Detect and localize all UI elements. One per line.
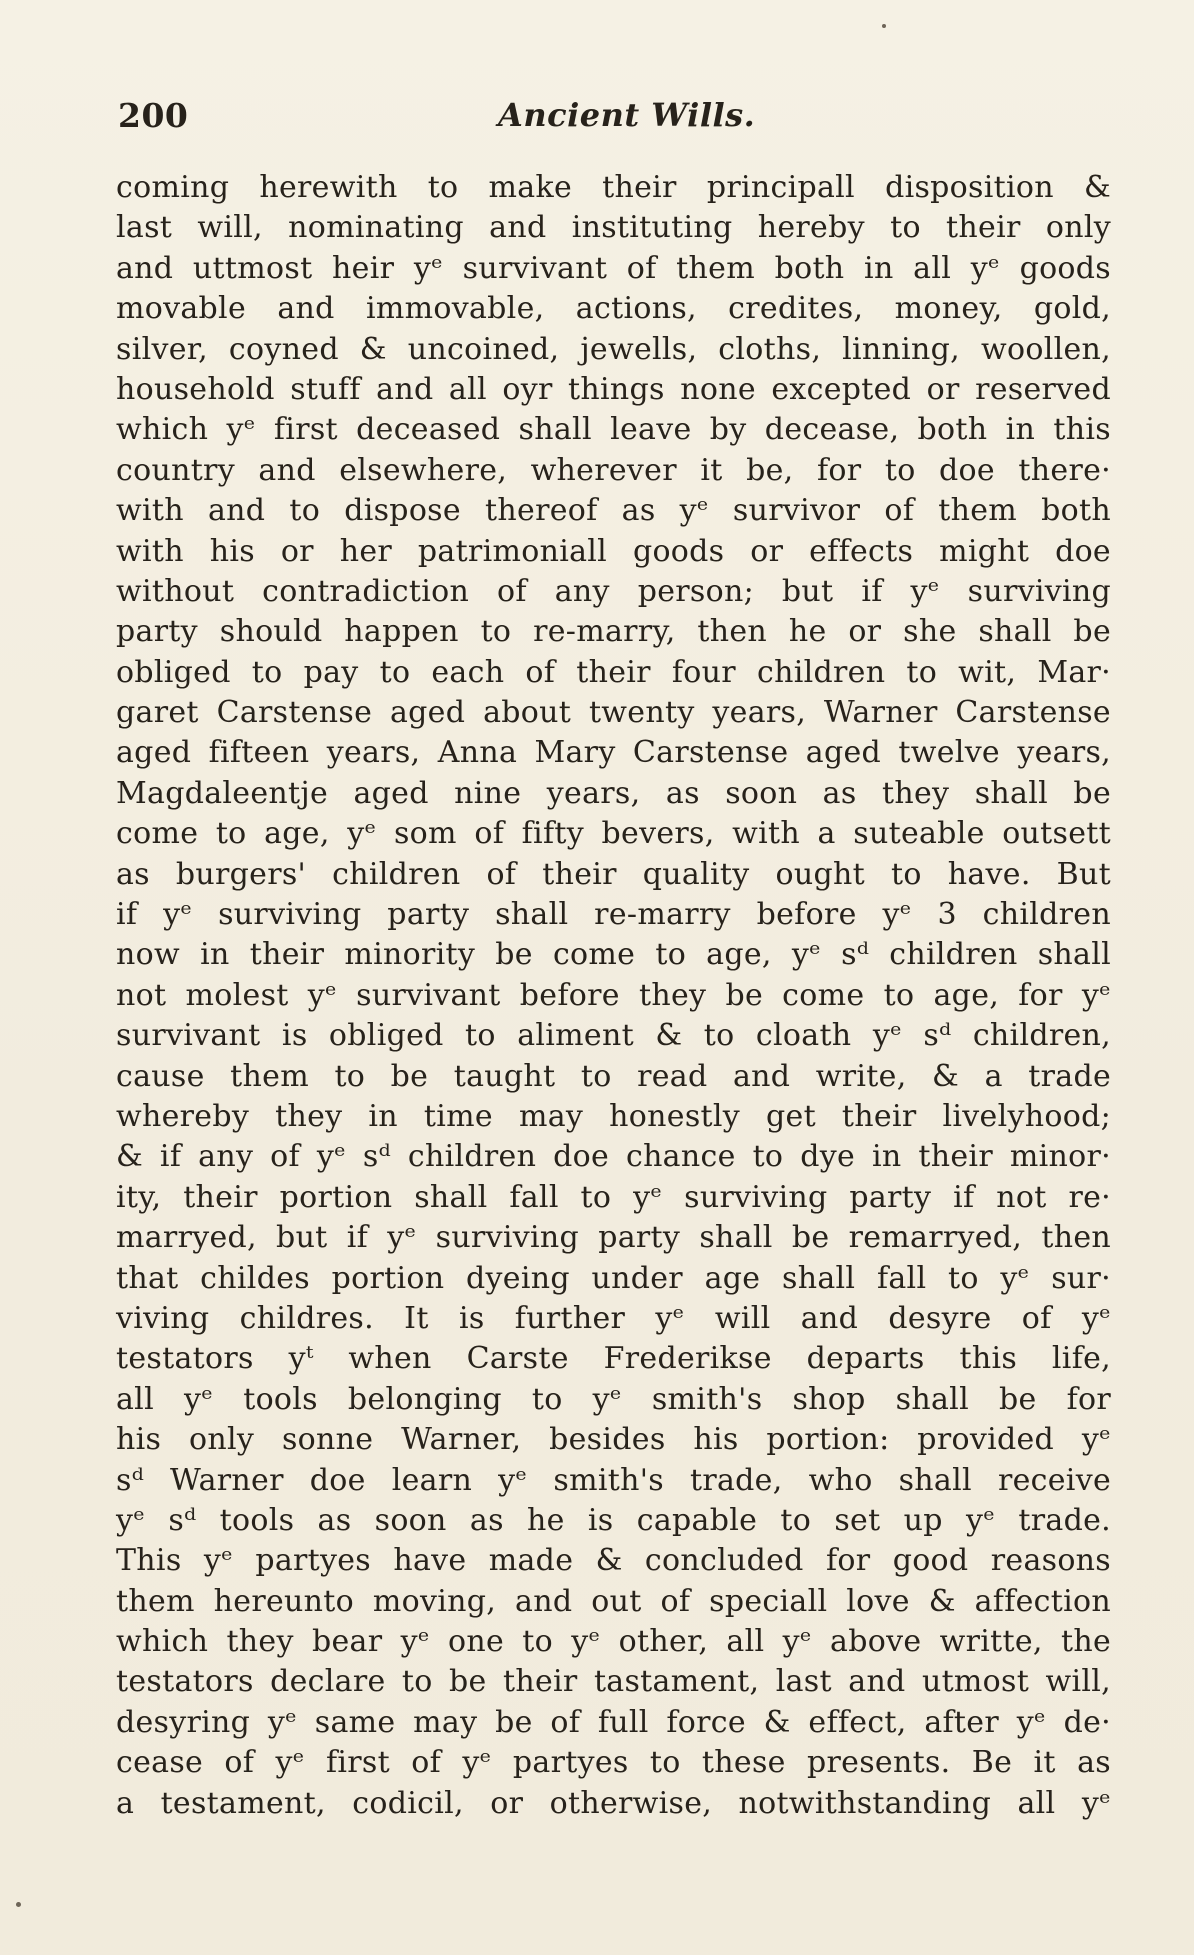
text-line: come to age, yᵉ som of fifty bevers, with a suteable outsett — [116, 816, 1111, 852]
text-line: testators yᵗ when Carste Frederikse departs this life, — [116, 1341, 1111, 1377]
text-line: This yᵉ partyes have made & concluded for good reasons — [116, 1543, 1111, 1579]
paper-speck — [16, 1902, 21, 1907]
text-line: not molest yᵉ survivant before they be come to age, for yᵉ — [116, 977, 1111, 1013]
text-line: cease of yᵉ first of yᵉ partyes to these presents. Be it as — [116, 1745, 1111, 1781]
text-line: which yᵉ first deceased shall leave by decease, both in this — [116, 412, 1111, 448]
text-line: without contradiction of any person; but if yᵉ surviving — [116, 573, 1111, 609]
text-line: survivant is obliged to aliment & to cloath yᵉ sᵈ children, — [116, 1018, 1111, 1054]
text-line: which they bear yᵉ one to yᵉ other, all yᵉ above writte, the — [116, 1624, 1111, 1660]
text-line: desyring yᵉ same may be of full force & effect, after yᵉ de· — [116, 1704, 1111, 1740]
body-text — [116, 168, 1111, 1824]
page-header — [118, 96, 1108, 144]
text-line: as burgers' children of their quality ought to have. But — [116, 856, 1111, 892]
text-line: marryed, but if yᵉ surviving party shall be remarryed, then — [116, 1220, 1111, 1256]
text-line: ity, their portion shall fall to yᵉ surviving party if not re· — [116, 1179, 1111, 1215]
text-line: with his or her patrimoniall goods or effects might doe — [116, 533, 1111, 569]
text-line: them hereunto moving, and out of speciall love & affection — [116, 1583, 1111, 1619]
text-line: whereby they in time may honestly get their livelyhood; — [116, 1098, 1111, 1134]
text-line: if yᵉ surviving party shall re-marry before yᵉ 3 children — [116, 897, 1111, 933]
text-line: household stuff and all oyr things none excepted or reserved — [116, 371, 1111, 407]
text-line: with and to dispose thereof as yᵉ survivor of them both — [116, 493, 1111, 529]
text-line: party should happen to re-marry, then he or she shall be — [116, 614, 1111, 650]
text-line: sᵈ Warner doe learn yᵉ smith's trade, who shall receive — [116, 1462, 1111, 1498]
text-line: and uttmost heir yᵉ survivant of them both in all yᵉ goods — [116, 250, 1111, 286]
text-line: now in their minority be come to age, yᵉ sᵈ children shall — [116, 937, 1111, 973]
text-line: movable and immovable, actions, credites, money, gold, — [116, 291, 1111, 327]
page-number: 200 — [118, 96, 189, 135]
text-line: that childes portion dyeing under age shall fall to yᵉ sur· — [116, 1260, 1111, 1296]
text-line: aged fifteen years, Anna Mary Carstense aged twelve years, — [116, 735, 1111, 771]
text-line: a testament, codicil, or otherwise, notwithstanding all yᵉ — [116, 1785, 1111, 1821]
text-line: Magdaleentje aged nine years, as soon as they shall be — [116, 775, 1111, 811]
running-title: Ancient Wills. — [498, 96, 756, 134]
text-line: coming herewith to make their principall disposition & — [116, 170, 1111, 205]
text-line: cause them to be taught to read and write, & a trade — [116, 1058, 1111, 1094]
text-line: last will, nominating and instituting hereby to their only — [116, 210, 1111, 246]
text-line: garet Carstense aged about twenty years, Warner Carstense — [116, 695, 1111, 731]
text-line: viving childres. It is further yᵉ will and desyre of yᵉ — [116, 1300, 1111, 1336]
text-line: testators declare to be their tastament, last and utmost will, — [116, 1664, 1111, 1700]
text-line: obliged to pay to each of their four children to wit, Mar· — [116, 654, 1111, 690]
text-line: silver, coyned & uncoined, jewells, cloths, linning, woollen, — [116, 331, 1111, 367]
paper-speck — [882, 24, 886, 28]
text-line: country and elsewhere, wherever it be, for to doe there· — [116, 452, 1111, 488]
text-line: his only sonne Warner, besides his portion: provided yᵉ — [116, 1422, 1111, 1458]
text-line: all yᵉ tools belonging to yᵉ smith's shop shall be for — [116, 1381, 1111, 1417]
text-line: & if any of yᵉ sᵈ children doe chance to dye in their minor· — [116, 1139, 1111, 1175]
text-line: yᵉ sᵈ tools as soon as he is capable to set up yᵉ trade. — [116, 1502, 1111, 1538]
